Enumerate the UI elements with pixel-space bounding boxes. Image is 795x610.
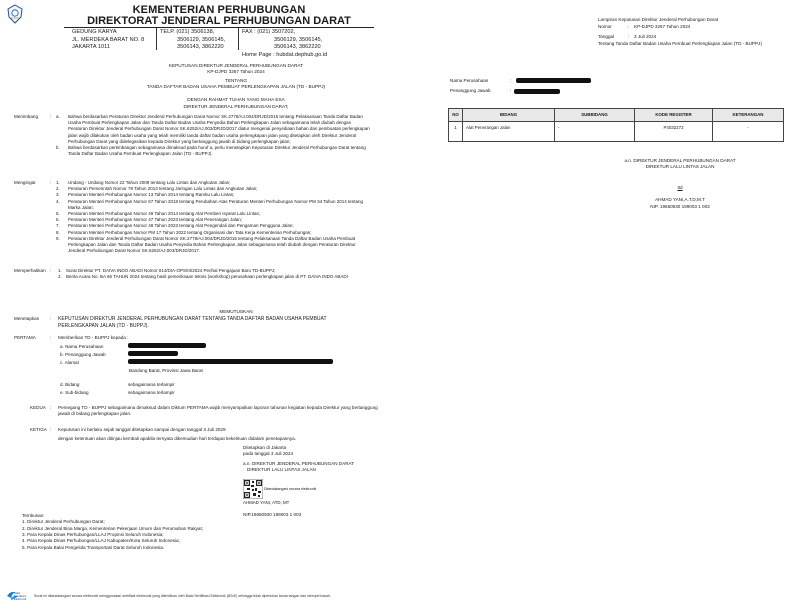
redacted-responsible (514, 89, 560, 94)
letterhead-address: GEDUNG KARYA JL. MERDEKA BARAT NO. 8 JAKARTA 1011 (72, 29, 145, 51)
list-item: 1. Surat Direktur PT. DAIVA INDO ABADI Nomor 014/DIA-OPS/III/2024 Perihal Pengajuan Baru TD-BUPPJ; (58, 268, 276, 273)
list-item: 5. Peraturan Menteri Perhubungan Nomor 49 Tahun 2014 tentang Alat Pemberi Isyarat Lalu Lintas; (56, 211, 261, 217)
ministry-logo (6, 4, 24, 24)
ministry-name: KEMENTERIAN PERHUBUNGAN (132, 4, 306, 16)
col-header: SUBBIDANG (555, 109, 635, 122)
ketiga-line2: dengan ketentuan akan ditinjau kembali apabila ternyata dikemudian hari terdapat kekeliruan didalam penetapannya. (58, 436, 297, 441)
letterhead-telp: TELP. (021) 3506138, 3506129, 3506145, 3506143, 3862220 (160, 29, 226, 51)
list-item: 4. Peraturan Menteri Perhubungan Nomor 67 Tahun 2018 tentang Perubahan Atas Peraturan Menteri Perhubungan Nomor PM 34 Tahun 2014 tentang Marka Jalan; (56, 198, 364, 210)
col-header: BIDANG (463, 109, 555, 122)
list-item: 2. Direktur Jenderal Bina Marga, Kementerian Pekerjaan Umum dan Perumahan Rakyat; (22, 525, 204, 531)
memperhatikan-list (58, 268, 373, 280)
redacted-company-name (516, 78, 591, 83)
sign-name: AHMAD YANI, ATD, MT (243, 500, 290, 505)
ditetapkan: Ditetapkan di Jakarta (243, 445, 287, 450)
list-item: 4. Para Kepala Dinas Perhubungan/LLAJ Kabupaten/Kota Seluruh Indonesia; (22, 538, 180, 544)
sign-an: a.n. DIREKTUR JENDERAL PERHUBUNGAN DARAT (243, 460, 355, 466)
redacted-responsible (128, 351, 178, 356)
col-header: KETERANGAN (713, 109, 784, 122)
redacted-address (128, 359, 333, 364)
lampiran-tentang: Tentang Tanda Daftar Badan Usaha Pembuat Perlengkapan Jalan (TD - BUPPJ) (598, 41, 762, 47)
rahmat-line: DENGAN RAHMAT TUHAN YANG MAHA ESA (187, 97, 285, 102)
signer-name: AHMAD YANI,A.T.D,M.T (655, 197, 705, 203)
list-item: b. Bahwa berdasarkan pertimbangan sebagaimana dimaksud pada huruf a, perlu menetapkan Keputusan Direktur Jenderal Perhubungan Darat tentang Tanda Daftar Badan Usaha Pembuat Perlengkapan Jalan (TD - BUPPJ). (56, 145, 366, 157)
signature-block (243, 445, 354, 474)
list-item: 2. Peraturan Pemerintah Nomor 79 Tahun 2013 tentang Jaringan Lalu Lintas dan Angkutan Jalan; (56, 186, 258, 192)
pertama-items: a. Nama Perusahaan b. Penanggung Jawab c. Alamat (60, 344, 106, 366)
company-info: Nama Perusahaan : Penanggung Jawab : (450, 76, 511, 96)
sign-nip: NIP.19650930 199003 1 003 (243, 512, 302, 517)
lampiran-signature: a.n. DIREKTUR JENDERAL PERHUBUNGAN DARAT DIREKTUR LALU LINTAS JALAN ttd AHMAD YANI,A.T.D,M.T NIP. 19650930 199003 1 003 (600, 158, 760, 210)
menetapkan-label: Menetapkan (14, 316, 40, 321)
decree-tentang: TENTANG (224, 78, 248, 83)
lampiran-nomor: KP-DJPD 3267 Tahun 2024 (634, 24, 691, 30)
memutuskan-heading: MEMUTUSKAN (219, 309, 253, 314)
tembusan (22, 513, 203, 551)
list-item: 1. Direktur Jenderal Perhubungan Darat; (22, 519, 105, 525)
decree-number: KP-DJPD 3267 Tahun 2024 (207, 69, 265, 74)
register-table (448, 108, 784, 142)
company-name-label: Nama Perusahaan (450, 78, 489, 83)
lampiran-block: Lampiran Keputusan Direktur Jenderal Perhubungan Darat Nomor : KP-DJPD 3267 Tahun 2024 Tanggal : 3 Juli 2024 Tentang Tanda Daftar Badan Usaha Pembuat Perlengkapan Jalan (TD - BUPPJ) (598, 17, 762, 47)
subbidang-row: e. Sub-bidang sebagaimana terlampir (60, 390, 175, 395)
decree-title: KEPUTUSAN DIREKTUR JENDERAL PERHUBUNGAN DARAT (168, 63, 304, 68)
menimbang-list (56, 114, 371, 157)
letterhead-divider (156, 28, 157, 50)
tembusan-label: Tembusan: (22, 513, 45, 518)
signer-nip: NIP. 19650930 199003 1 003 (650, 203, 710, 209)
homepage: Home Page : hubdat.dephub.go.id (242, 51, 328, 58)
list-item: 1. Undang - Undang Nomor 22 Tahun 2009 tentang Lalu Lintas dan Angkutan Jalan; (56, 180, 231, 185)
list-item: 5. Para Kepala Balai Pengelola Transportasi Darat Seluruh Indonesia. (22, 544, 165, 550)
director-line: DIREKTUR JENDERAL PERHUBUNGAN DARAT, (183, 104, 289, 109)
list-item: 9. Peraturan Direktur Jenderal Perhubungan Darat Nomor SK.2778/AJ.004/DRJD/2015 tentang Pelaksanaan Tanda Daftar Badan Usaha Pembuat Perlengkapan Jalan dan Tanda Daftar Badan Usaha Penyedia Bahan Perlengkapan Jalan sebagaimana telah diubah dengan Peraturan Direktur Jenderal Perhubungan Darat Nomor SK.6252/AJ.003/DRJD/2017. (56, 235, 356, 254)
col-header: KODE REGISTER (635, 109, 713, 122)
kedua-text: Pemegang TD - BUPPJ sebagaimana dimaksud dalam Diktum PERTAMA wajib menyampaikan laporan tahunan kegiatan kepada Direktur yang bertanggung jawab di bidang perlengkapan jalan. (58, 405, 378, 417)
pertama-intro: Memberikan TD - BUPPJ kepada : (58, 335, 129, 340)
ketiga-line1: Keputusan ini berlaku sejak tanggal ditetapkan sampai dengan tanggal 3 Juli 2029 (58, 427, 226, 432)
sign-jabatan: DIREKTUR LALU LINTAS JALAN (247, 467, 316, 473)
pada-tanggal: pada tanggal 3 Juli 2024 (243, 451, 294, 457)
address-city: Bandung Barat, Provinsi Jawa Barat (129, 368, 203, 373)
decree-subject: TANDA DAFTAR BADAN USAHA PEMBUAT PERLENGKAPAN JALAN (TD - BUPPJ) (146, 84, 326, 89)
list-item: a. Bahwa berdasarkan Peraturan Direktur Jenderal Perhubungan Darat Nomor SK.2778/AJ.004/DRJD/2015 tentang Pelaksanaan Tanda Daftar Badan Usaha Pembuat Perlengkapan Jalan dan Tanda Daftar Badan Usaha Penyedia Bahan Perlengkapan Jalan sebagaimana telah diubah dengan Peraturan Direktur Jenderal Perhubungan Darat Nomor SK.6252/AJ.003/DRJD/2017 diatur mengenai penyediaan bahan dan pembuatan perlengkapan jalan wajib dilakukan oleh badan usaha yang telah memiliki tanda daftar badan usaha perlengkapan jalan yang ditetapkan oleh Direktur Jenderal Perhubungan Darat yang didelegasikan kepada Direktur yang bertanggung jawab di bidang perlengkapan jalan; (56, 114, 370, 144)
directorate-name: DIREKTORAT JENDERAL PERHUBUNGAN DARAT (87, 15, 351, 27)
ketiga-label: KETIGA (30, 427, 47, 432)
pertama-label: PERTAMA (14, 335, 36, 340)
list-item: 3. Para Kepala Dinas Perhubungan/LLAJ Propinsi Seluruh Indonesia; (22, 531, 164, 537)
col-header: NO (449, 109, 463, 122)
bidang-row: d. Bidang sebagaimana terlampir (60, 382, 175, 387)
lampiran-title: Lampiran Keputusan Direktur Jenderal Perhubungan Darat (598, 17, 719, 22)
letterhead-divider (238, 28, 239, 50)
list-item: 8. Peraturan Menteri Perhubungan Nomor PM 17 Tahun 2022 tentang Organisasi dan Tata Kerja Kementerian Perhubungan; (56, 229, 312, 235)
bsre-label: Balai Sertifikasi Elektronik (14, 591, 27, 602)
list-item: 3. Peraturan Menteri Perhubungan Nomor 13 Tahun 2014 tentang Rambu Lalu Lintas; (56, 192, 235, 198)
lampiran-tanggal: 3 Juli 2024 (634, 34, 657, 40)
list-item: 2. Berita Acara No. BA 66 TAHUN 2024 tentang hasil pemeriksaan teknis (workshop) perusahaan perlengkapan jalan di PT. DAIVA INDO ABADI (58, 274, 348, 280)
list-item: 7. Peraturan Menteri Perhubungan Nomor 48 Tahun 2023 tentang Alat Pengendali dan Pengaman Pengguna Jalan; (56, 223, 294, 229)
menetapkan-text: KEPUTUSAN DIREKTUR JENDERAL PERHUBUNGAN DARAT TENTANG TANDA DAFTAR BADAN USAHA PEMBUAT PERLENGKAPAN JALAN (TD - BUPPJ). (58, 316, 327, 329)
memperhatikan-label: Memperhatikan (14, 268, 46, 273)
digital-sign-note: Ditandatangani secara elektronik (264, 487, 317, 491)
footer-note: Surat ini ditandatangani secara elektronik menggunakan sertifikat elektronik yang diterbitkan oleh Balai Sertifikasi Elektronik (BSrE) sehingga tidak diperlukan tanda tangan dan stempel basah. (34, 594, 331, 598)
letterhead-fax: FAX : (021) 3507202, 3506129, 3506145, 3506143, 3862220 Home Page : hubdat.dephub.go.id (242, 29, 328, 58)
list-item: 6. Peraturan Menteri Perhubungan Nomor 47 Tahun 2023 tentang Alat Penerangan Jalan; (56, 217, 243, 223)
mengingat-label: Mengingat (14, 180, 36, 185)
mengingat-list (56, 180, 371, 254)
letterhead-rule (64, 27, 374, 28)
qr-code-icon (243, 479, 263, 499)
redacted-company-name (128, 343, 206, 348)
ttd-mark: ttd (677, 184, 683, 190)
menimbang-label: Menimbang (14, 114, 39, 119)
table-row: 1 Alat Penerangan Jalan - P4032272 - (449, 121, 784, 141)
kedua-label: KEDUA (30, 405, 46, 410)
responsible-label: Penanggung Jawab (450, 88, 491, 94)
